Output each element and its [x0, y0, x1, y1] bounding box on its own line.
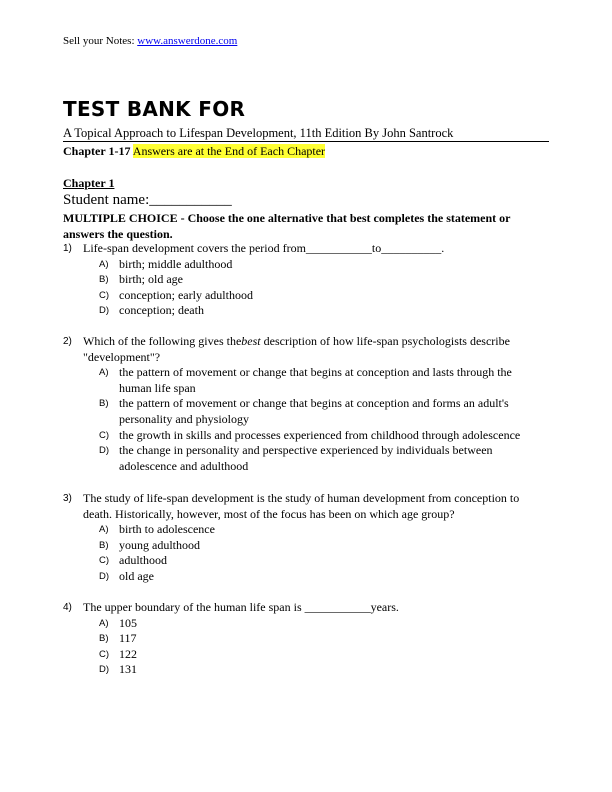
- option-letter: B): [99, 633, 109, 645]
- option-text: birth; middle adulthood: [119, 256, 233, 271]
- question-stem: The study of life-span development is the study of human development from conception to death. Historically, however, most of the focus has been on which age group?: [83, 491, 520, 521]
- option-c: [99, 647, 533, 663]
- option-text: 131: [119, 662, 137, 677]
- option-text: birth to adolescence: [119, 522, 215, 537]
- question-1: [63, 241, 533, 319]
- option-letter: D): [99, 664, 110, 676]
- option-letter: C): [99, 555, 110, 567]
- options-list: [99, 522, 533, 584]
- book-subtitle: A Topical Approach to Lifespan Development, 11th Edition By John Santrock: [63, 126, 454, 140]
- option-letter: A): [99, 617, 109, 629]
- stem-text: Which of the following gives the: [83, 334, 242, 348]
- option-letter: A): [99, 367, 109, 379]
- option-b: [99, 631, 533, 647]
- chapter-range: Chapter 1-17: [63, 144, 131, 158]
- option-d: [99, 303, 533, 319]
- option-text: birth; old age: [119, 272, 183, 287]
- question-number: 1): [63, 243, 72, 254]
- option-text: the change in personality and perspective experienced by individuals between adolescence and adulthood: [119, 443, 493, 473]
- options-list: [99, 365, 533, 474]
- option-letter: B): [99, 539, 109, 551]
- question-stem: The upper boundary of the human life span is ___________years.: [83, 600, 399, 614]
- student-name-line: Student name:___________: [63, 192, 232, 208]
- option-letter: D): [99, 570, 110, 582]
- question-number: 2): [63, 336, 72, 347]
- chapter-heading: Chapter 1: [63, 176, 115, 190]
- option-b: [99, 396, 533, 427]
- option-a: [99, 522, 533, 538]
- option-a: [99, 365, 533, 396]
- option-text: 122: [119, 646, 137, 661]
- stem-text: description of how life-span psychologists describe "development"?: [83, 334, 510, 364]
- options-list: [99, 616, 533, 678]
- option-letter: C): [99, 289, 110, 301]
- option-letter: A): [99, 524, 109, 536]
- answerdone-link[interactable]: www.answerdone.com: [137, 35, 238, 47]
- option-d: [99, 569, 533, 585]
- header-prefix: Sell your Notes:: [63, 35, 138, 47]
- option-b: [99, 538, 533, 554]
- option-letter: B): [99, 398, 109, 410]
- test-bank-title: TEST BANK FOR: [63, 97, 246, 121]
- option-letter: C): [99, 648, 110, 660]
- option-c: [99, 288, 533, 304]
- option-a: [99, 616, 533, 632]
- option-c: [99, 428, 533, 444]
- option-text: young adulthood: [119, 537, 200, 552]
- question-stem: [83, 334, 533, 365]
- option-letter: D): [99, 445, 110, 457]
- option-text: conception; early adulthood: [119, 287, 253, 302]
- answers-note-highlight: Answers are at the End of Each Chapter: [132, 144, 326, 158]
- question-number: 3): [63, 493, 72, 504]
- option-d: [99, 662, 533, 678]
- option-letter: D): [99, 305, 110, 317]
- option-b: [99, 272, 533, 288]
- option-text: the growth in skills and processes experienced from childhood through adolescence: [119, 427, 521, 442]
- option-text: 105: [119, 615, 137, 630]
- stem-emphasis: best: [241, 334, 261, 348]
- question-3: [63, 491, 533, 585]
- chapter-range-line: [63, 144, 325, 159]
- question-4: [63, 600, 533, 678]
- option-text: old age: [119, 568, 154, 583]
- option-letter: C): [99, 429, 110, 441]
- option-letter: A): [99, 258, 109, 270]
- option-text: 117: [119, 631, 137, 646]
- option-d: [99, 443, 533, 474]
- option-text: conception; death: [119, 303, 204, 318]
- title-divider: [63, 141, 549, 142]
- options-list: [99, 257, 533, 319]
- multiple-choice-heading: MULTIPLE CHOICE - Choose the one alternative that best completes the statement or answers the question.: [63, 211, 511, 241]
- option-letter: B): [99, 274, 109, 286]
- option-a: [99, 257, 533, 273]
- option-text: adulthood: [119, 553, 167, 568]
- question-2: [63, 334, 533, 474]
- question-stem: Life-span development covers the period from___________to__________.: [83, 241, 445, 255]
- question-number: 4): [63, 602, 72, 613]
- option-text: the pattern of movement or change that begins at conception and lasts through the human life span: [119, 365, 512, 395]
- header-note: [63, 35, 237, 47]
- option-c: [99, 553, 533, 569]
- option-text: the pattern of movement or change that begins at conception and forms an adult's personality and physiology: [119, 396, 509, 426]
